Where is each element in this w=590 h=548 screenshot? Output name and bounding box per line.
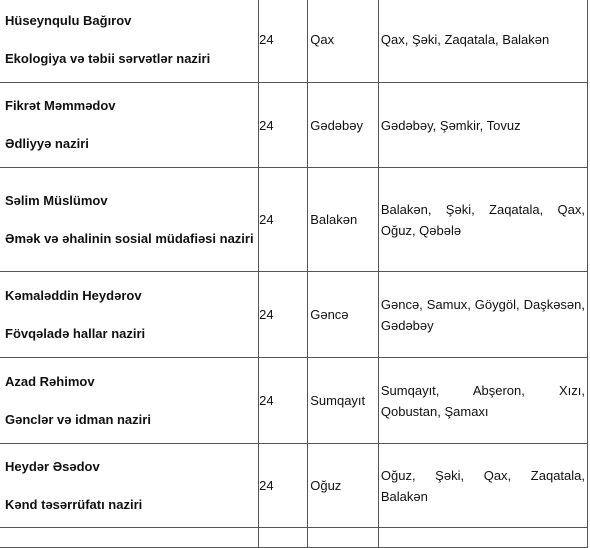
city-cell — [308, 358, 379, 444]
number-value: 24 — [259, 32, 274, 47]
minister-name: Səlim Müslümov — [5, 192, 108, 208]
minister-name: Heydər Əsədov — [5, 458, 100, 474]
city-cell — [308, 83, 379, 168]
number-cell — [259, 83, 308, 168]
number-cell — [259, 358, 308, 444]
city-cell — [308, 0, 379, 83]
minister-cell — [0, 358, 259, 444]
minister-name: Fikrət Məmmədov — [5, 98, 116, 113]
regions-cell — [378, 358, 587, 444]
table-row — [0, 272, 588, 358]
regions-cell — [378, 0, 587, 83]
city-value: Qax — [310, 32, 335, 47]
table-row — [0, 528, 588, 548]
minister-title: Gənclər və idman naziri — [5, 411, 151, 427]
city-cell — [308, 168, 379, 272]
regions-cell — [378, 528, 587, 548]
number-value: 24 — [259, 307, 274, 322]
city-value: Oğuz — [310, 478, 342, 493]
minister-cell — [0, 272, 259, 358]
number-cell — [259, 168, 308, 272]
regions-cell — [378, 444, 587, 528]
minister-name: Kəmaləddin Heydərov — [5, 287, 142, 303]
minister-cell — [0, 0, 259, 83]
minister-cell — [0, 83, 259, 168]
regions-value: Oğuz, Şəki, Qax, Zaqatala, Balakən — [380, 467, 585, 504]
table-row — [0, 83, 588, 168]
city-value: Sumqayıt — [310, 393, 366, 408]
city-value: Gəncə — [310, 307, 349, 322]
number-cell — [259, 444, 308, 528]
regions-value: Sumqayıt, Abşeron, Xızı, Qobustan, Şamaxı — [380, 382, 585, 419]
minister-title: Fövqəladə hallar naziri — [5, 325, 146, 341]
regions-value: Balakən, Şəki, Zaqatala, Qax, Oğuz, Qəbələ — [380, 201, 585, 238]
table-row — [0, 358, 588, 444]
number-cell — [259, 272, 308, 358]
minister-title: Kənd təsərrüfatı naziri — [5, 496, 143, 512]
table-row — [0, 444, 588, 528]
minister-cell — [0, 444, 259, 528]
minister-cell — [0, 168, 259, 272]
minister-name: Hüseynqulu Bağırov — [5, 12, 132, 28]
city-cell — [308, 272, 379, 358]
regions-value: Qax, Şəki, Zaqatala, Balakən — [380, 32, 550, 47]
minister-title: Ədliyyə naziri — [5, 136, 89, 151]
number-cell — [259, 528, 308, 548]
city-value: Balakən — [310, 212, 358, 227]
regions-cell — [378, 168, 587, 272]
regions-value: Gəncə, Samux, Göygöl, Daşkəsən, Gədəbəy — [380, 296, 585, 333]
regions-cell — [378, 83, 587, 168]
city-cell — [308, 528, 379, 548]
regions-value: Gədəbəy, Şəmkir, Tovuz — [380, 117, 521, 133]
minister-name: Azad Rəhimov — [5, 373, 95, 389]
minister-cell — [0, 528, 259, 548]
number-value: 24 — [259, 117, 274, 133]
table-row — [0, 168, 588, 272]
minister-title: Ekologiya və təbii sərvətlər naziri — [5, 50, 211, 66]
table-row — [0, 0, 588, 83]
regions-cell — [378, 272, 587, 358]
city-value: Gədəbəy — [310, 117, 363, 133]
number-value: 24 — [259, 478, 274, 493]
minister-title: Əmək və əhalinin sosial müdafiəsi naziri — [5, 230, 254, 246]
number-value: 24 — [259, 212, 274, 227]
number-cell — [259, 0, 308, 83]
number-value: 24 — [259, 393, 274, 408]
city-cell — [308, 444, 379, 528]
